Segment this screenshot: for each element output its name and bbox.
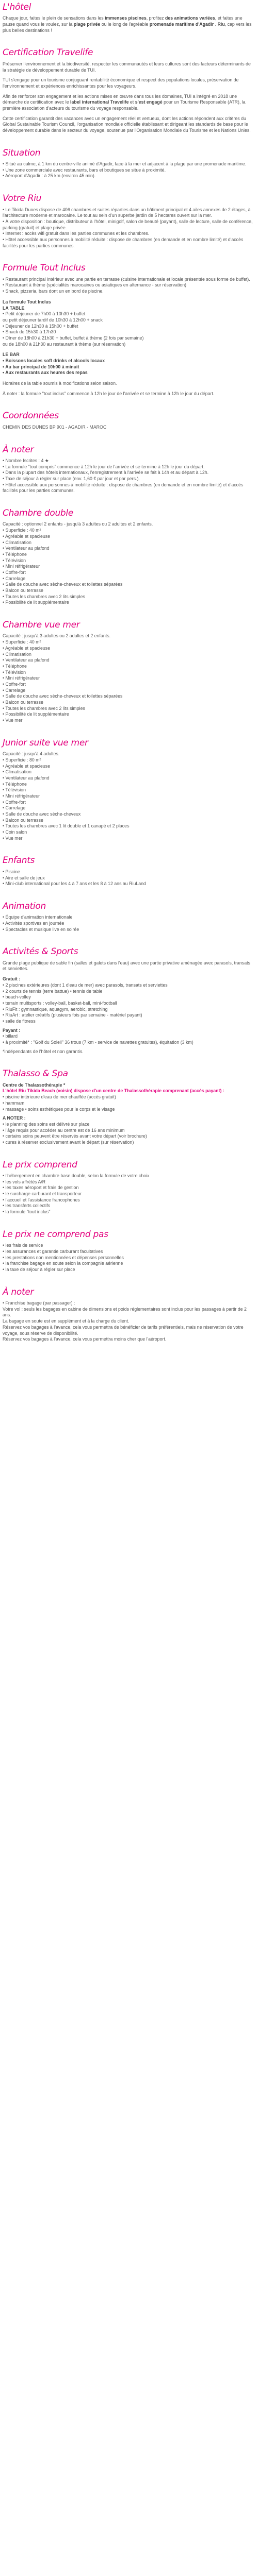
list-item: • Agréable et spacieuse [3,533,51,539]
list-item: • Carrelage [3,687,26,693]
list-item: • Télévision [3,669,26,675]
activites-title: Activités & Sports [3,946,78,957]
list-item: • le planning des soins est délivré sur place [3,1121,90,1127]
list-item: • Possibilité de lit supplémentaire [3,600,69,605]
list-item: • Coffre-fort [3,681,26,687]
list-item: • Boissons locales soft drinks et alcools locaux [3,358,105,364]
list-item: • Mini réfrigérateur [3,564,40,569]
anoter2-title: À noter [3,1286,34,1297]
anoter2-list [3,1300,254,1343]
thalasso-note-label: A NOTER : [3,1115,26,1121]
activites-note: *indépendants de l'hôtel et non garantis. [3,1048,84,1054]
list-item: • Spectacles et musique live en soirée [3,926,79,932]
activites-paid [3,1028,254,1046]
junior-title: Junior suite vue mer [3,737,88,748]
list-item: • Internet : accès wifi gratuit dans les parties communes et les chambres. [3,231,150,236]
list-item: • la taxe de séjour à régler sur place [3,1267,75,1272]
list-item: • salle de fitness [3,1018,36,1024]
riu-title: Votre Riu [3,193,42,204]
activites-section [3,946,254,1055]
list-item: • l'âge requis pour accéder au centre est de 16 ans minimum [3,1127,125,1133]
list-item: • la formule "tout inclus" [3,1209,51,1215]
list-item: • l'accueil et l'assistance francophones [3,1197,80,1202]
list-item: • à proximité* : "Golf du Soleil" 36 trous (7 km - service de navettes gratuites), équitation (3 km) [3,1040,194,1045]
list-item: • 2 courts de tennis (terre battue) • tennis de table [3,988,103,994]
formule-list [3,277,254,295]
list-item: • massage • soins esthétiques pour le corps et le visage [3,1106,115,1112]
list-item: • Ventilateur au plafond [3,657,50,663]
coords-section [3,411,254,430]
list-item: • les vols affrétés A/R [3,1179,46,1184]
hotel-intro: Chaque jour, faites le plein de sensations dans les immenses piscines, profitez des animations variées, et faites une pause quand vous le voulez, sur la plage privée ou le long de l'agréable promenade maritime d'Agadir . Riu, cap vers les plus belles destinations ! [3,15,252,33]
paid-label: Payant : [3,1027,21,1033]
activites-intro: Grande plage publique de sable fin (salles et galets dans l'eau) avec une partie privative aménagée avec parasols, transats et serviettes. [3,960,250,972]
list-item: • Une zone commerciale avec restaurants, bars et boutiques se situe à proximité. [3,167,166,173]
list-item: • Télévision [3,557,26,563]
list-item: Réservez vos bagages à l'avance, cela vous permettra moins cher que l'aéroport. [3,1336,167,1342]
animation-list [3,914,254,933]
list-item: Votre vol : seuls les bagages en cabine de dimensions et poids réglementaires sont inclus pour les passages à partir de 2 ans. [3,1306,247,1318]
list-item: • Superficie : 40 m² [3,639,41,645]
list-item: • Salle de douche avec sèche-cheveux et toilettes séparées [3,693,123,699]
list-item: • la franchise bagage en soute selon la compagnie aérienne [3,1261,123,1266]
animation-section [3,901,254,933]
list-item: • Téléphone [3,781,27,787]
riu-list [3,207,254,249]
prix-ne-comprend-section [3,1229,254,1273]
list-item: • Nombre Iscrites : 4 ★ [3,457,49,463]
list-item: • Toutes les chambres avec 2 lits simples [3,705,85,711]
list-item: Capacité : jusqu'à 3 adultes ou 2 adultes et 2 enfants. [3,633,111,639]
table-label: LA TABLE [3,305,25,311]
list-item: • Carrelage [3,805,26,811]
hotel-title: L'hôtel [3,2,31,12]
hotel-section [3,2,254,33]
list-item: • hammam [3,1100,25,1106]
list-item: • Aéroport d'Agadir : à 25 km (environ 45 min). [3,173,96,179]
list-item: • les transferts collectifs [3,1203,51,1209]
formule-bar [3,352,254,376]
list-item: • La formule "tout compris" commence à 12h le jour de l'arrivée et se termine à 12h le jour du départ. [3,464,205,469]
junior-section [3,738,254,842]
list-item: • Superficie : 80 m² [3,757,41,762]
travelife-p4: Cette certification garantit des vacances avec un engagement réel et vertueux, dont les actions répondent aux critères du Global Sustainable Tourism Council, l'organisation mondiale officielle établissant et dirigeant les standards de base pour le développement durable dans le secteur du voyage, soutenue par l'Organisation Mondiale du Tourisme et les Nations Unies. [3,115,251,133]
formule-hours: Horaires de la table soumis à modifications selon saison. [3,381,117,386]
list-item: • Coin salon [3,829,27,835]
formule-note: À noter : la formule "tout inclus" commence à 12h le jour de l'arrivée et se termine à 12h le jour du départ. [3,391,215,396]
list-item: • Taxe de séjour à régler sur place (env. 1,60 € par jour et par pers.). [3,476,140,481]
list-item: • Balcon ou terrasse [3,700,43,705]
riu-section [3,193,254,249]
list-item: • À votre disposition : boutique, distributeur à l'hôtel, minigolf, salon de beauté (payant), salle de lecture, salle de conférence, parking (gratuit) et plage privée. [3,218,253,230]
list-item: Réservez vos bagages à l'avance, cela vous permettra de bénéficier de tarifs préférentiels, mais ne réservation de votre voyage, sous réserve de disponibilité. [3,1324,244,1336]
list-item: • Mini réfrigérateur [3,675,40,681]
list-item: • Balcon ou terrasse [3,588,43,593]
mer-title: Chambre vue mer [3,620,80,631]
list-item: • certains soins peuvent être réservés avant votre départ (voir brochure) [3,1133,147,1139]
list-item: • Toutes les chambres avec 2 lits simples [3,594,85,599]
list-item: • Snack de 15h30 à 17h30 [3,329,56,335]
formule-section [3,263,254,397]
list-item: • Au bar principal de 10h00 à minuit [3,364,79,369]
anoter-title: À noter [3,444,34,455]
list-item: • Carrelage [3,575,26,581]
travelife-p2: TUI s'engage pour un tourisme conjuguant rentabilité économique et respect des populations locales, préservation de l'environnement et expériences enrichissantes pour les voyageurs. [3,77,239,89]
list-item: Capacité : optionnel 2 enfants - jusqu'à 3 adultes ou 2 adultes et 2 enfants. [3,521,153,527]
situation-list [3,161,254,179]
list-item: • Possibilité de lit supplémentaire [3,711,69,717]
prix-comprend-title: Le prix comprend [3,1159,77,1170]
animation-title: Animation [3,901,46,911]
list-item: • Balcon ou terrasse [3,817,43,823]
list-item: ou de 18h00 à 21h30 au restaurant à thème (sur réservation) [3,341,126,347]
list-item: • Petit déjeuner de 7h00 à 10h30 + buffet [3,311,86,317]
list-item: • Vue mer [3,718,23,723]
double-title: Chambre double [3,508,74,519]
list-item: • Mini réfrigérateur [3,793,40,799]
list-item: • Hôtel accessible aux personnes à mobilité réduite : dispose de chambres (en demande et en nombre limité) et d'accès facilités pour les parties communes. [3,482,244,494]
list-item: • les assurances et garantie carburant facultatives [3,1248,103,1254]
list-item: • Mini-club international pour les 4 à 7 ans et les 8 à 12 ans au RiuLand [3,881,146,887]
travelife-section [3,47,254,133]
list-item: • Salle de douche avec sèche-cheveux et toilettes séparées [3,582,123,587]
list-item: • le surcharge carburant et transporteur [3,1191,82,1197]
list-item: • Équipe d'animation internationale [3,914,73,920]
list-item: • Le Tikida Dunes dispose de 406 chambres et suites réparties dans un bâtiment principal et 4 ailes annexes de 2 étages, à l'architecture moderne et marocaine. Le tout au sein d'un superbe jardin de 5 hectares ouvert sur la mer. [3,207,251,218]
list-item: • Climatisation [3,651,31,657]
list-item: • Coffre-fort [3,569,26,575]
travelife-p3: Afin de renforcer son engagement et les actions mises en œuvre dans tous les domaines, TUI a intégré en 2018 une démarche de certification avec le label international Travelife et s'est engagé pour un Tourisme Responsable (ATR), la première association d'acteurs du tourisme du voyage responsable. [3,93,246,111]
list-item: • Piscine [3,869,20,874]
free-label: Gratuit : [3,976,21,982]
thalasso-label: Centre de Thalassothérapie * [3,1082,66,1088]
formule-title: Formule Tout Inclus [3,263,86,274]
list-item: • Agréable et spacieuse [3,763,51,769]
list-item: • Superficie : 40 m² [3,528,41,533]
thalasso-title: Thalasso & Spa [3,1069,68,1079]
prix-comprend-section [3,1160,254,1215]
activites-free [3,976,254,1025]
list-item: • Aux restaurants aux heures des repas [3,370,88,376]
list-item: • piscine intérieure d'eau de mer chauffée (accès gratuit) [3,1094,116,1100]
list-item: ou petit déjeuner tardif de 10h30 à 12h00 + snack [3,317,103,323]
coords-title: Coordonnées [3,411,59,421]
prix-ne-comprend-title: Le prix ne comprend pas [3,1229,108,1240]
list-item: • Télévision [3,787,26,793]
enfants-title: Enfants [3,855,35,866]
list-item: • Situé au calme, à 1 km du centre-ville animé d'Agadir, face à la mer et adjacent à la plage par une promenade maritime. [3,161,247,167]
list-item: • Dans la plupart des hôtels internationaux, l'enregistrement à l'arrivée se fait à 14h et au départ à 12h. [3,470,209,476]
formule-table [3,299,254,348]
list-item: • Salle de douche avec sèche-cheveux [3,811,81,817]
mer-section [3,620,254,724]
thalasso-list [3,1082,254,1112]
list-item: • les prestations non mentionnées et dépenses personnelles [3,1255,124,1260]
double-section [3,508,254,606]
list-item: • Toutes les chambres avec 1 lit double et 1 canapé et 2 places [3,823,130,829]
list-item: • 2 piscines extérieures (dont 1 d'eau de mer) avec parasols, transats et serviettes [3,982,168,988]
list-item: • Dîner de 18h00 à 21h30 + buffet, buffet à thème (2 fois par semaine) [3,335,144,341]
list-item: • Snack, pizzeria, bars dont un en bord de piscine. [3,289,104,294]
thalasso-section [3,1069,254,1145]
prix-ne-comprend-list [3,1243,254,1273]
list-item: • beach-volley [3,994,31,1000]
thalasso-highlight: L'hôtel Riu Tikida Beach (voisin) dispose d'un centre de Thalassothérapie comprenant (accès payant) : [3,1088,224,1094]
prix-comprend-list [3,1173,254,1215]
list-item: • billard [3,1033,18,1039]
travelife-p1: Préserver l'environnement et la biodiversité, respecter les communautés et leurs cultures sont des facteurs déterminants de la stratégie de développement durable de TUI. [3,61,251,73]
coords-address: CHEMIN DES DUNES BP 901 - AGADIR - MAROC [3,424,107,430]
list-item: • Téléphone [3,551,27,557]
list-item: • terrain multisports : volley-ball, basket-ball, mini-football [3,1000,117,1006]
list-item: • Climatisation [3,769,31,775]
enfants-list [3,869,254,887]
list-item: • RiuFit : gymnastique, aquagym, aerobic, stretching [3,1006,108,1012]
mer-list [3,633,254,723]
list-item: • Coffre-fort [3,799,26,805]
list-item: • Franchise bagage (par passager) : [3,1300,75,1306]
list-item: • Restaurant à thème (spécialités marocaines ou asiatiques en alternance - sur réservation) [3,282,187,288]
list-item: • Vue mer [3,835,23,841]
list-item: • Hôtel accessible aux personnes à mobilité réduite : dispose de chambres (en demande et en nombre limité) et d'accès facilités pour les parties communes. [3,237,244,248]
list-item: • Ventilateur au plafond [3,775,50,781]
situation-title: Situation [3,147,41,158]
thalasso-notes [3,1115,254,1145]
anoter-section [3,445,254,495]
enfants-section [3,855,254,887]
list-item: • Téléphone [3,663,27,669]
list-item: • l'hébergement en chambre base double, selon la formule de votre choix [3,1173,150,1179]
junior-list [3,751,254,841]
list-item: • Ventilateur au plafond [3,546,50,551]
list-item: • les taxes aéroport et frais de gestion [3,1185,79,1191]
anoter2-section [3,1287,254,1343]
double-list [3,521,254,606]
bar-label: LE BAR [3,352,20,358]
list-item: • Climatisation [3,539,31,545]
list-item: • Aire et salle de jeux [3,875,45,880]
list-item: • Agréable et spacieuse [3,645,51,651]
travelife-title: Certification Travelife [3,47,93,58]
list-item: • Déjeuner de 12h30 à 15h00 + buffet [3,323,78,329]
list-item: Capacité : jusqu'à 4 adultes. [3,751,60,757]
list-item: • Activités sportives en journée [3,921,64,926]
situation-section [3,148,254,179]
list-item: • cures à réserver exclusivement avant le départ (sur réservation) [3,1139,134,1145]
anoter-list [3,458,254,494]
list-item: La bagage en soute est en supplément et à la charge du client. [3,1318,130,1324]
list-item: • Restaurant principal intérieur avec une partie en terrasse (cuisine internationale et locale présentée sous forme de buffet). [3,276,250,282]
list-item: • les frais de service [3,1243,43,1248]
list-item: • RiuArt : atelier créatifs (plusieurs fois par semaine - matériel payant) [3,1012,142,1018]
formule-label: La formule Tout Inclus [3,299,51,304]
